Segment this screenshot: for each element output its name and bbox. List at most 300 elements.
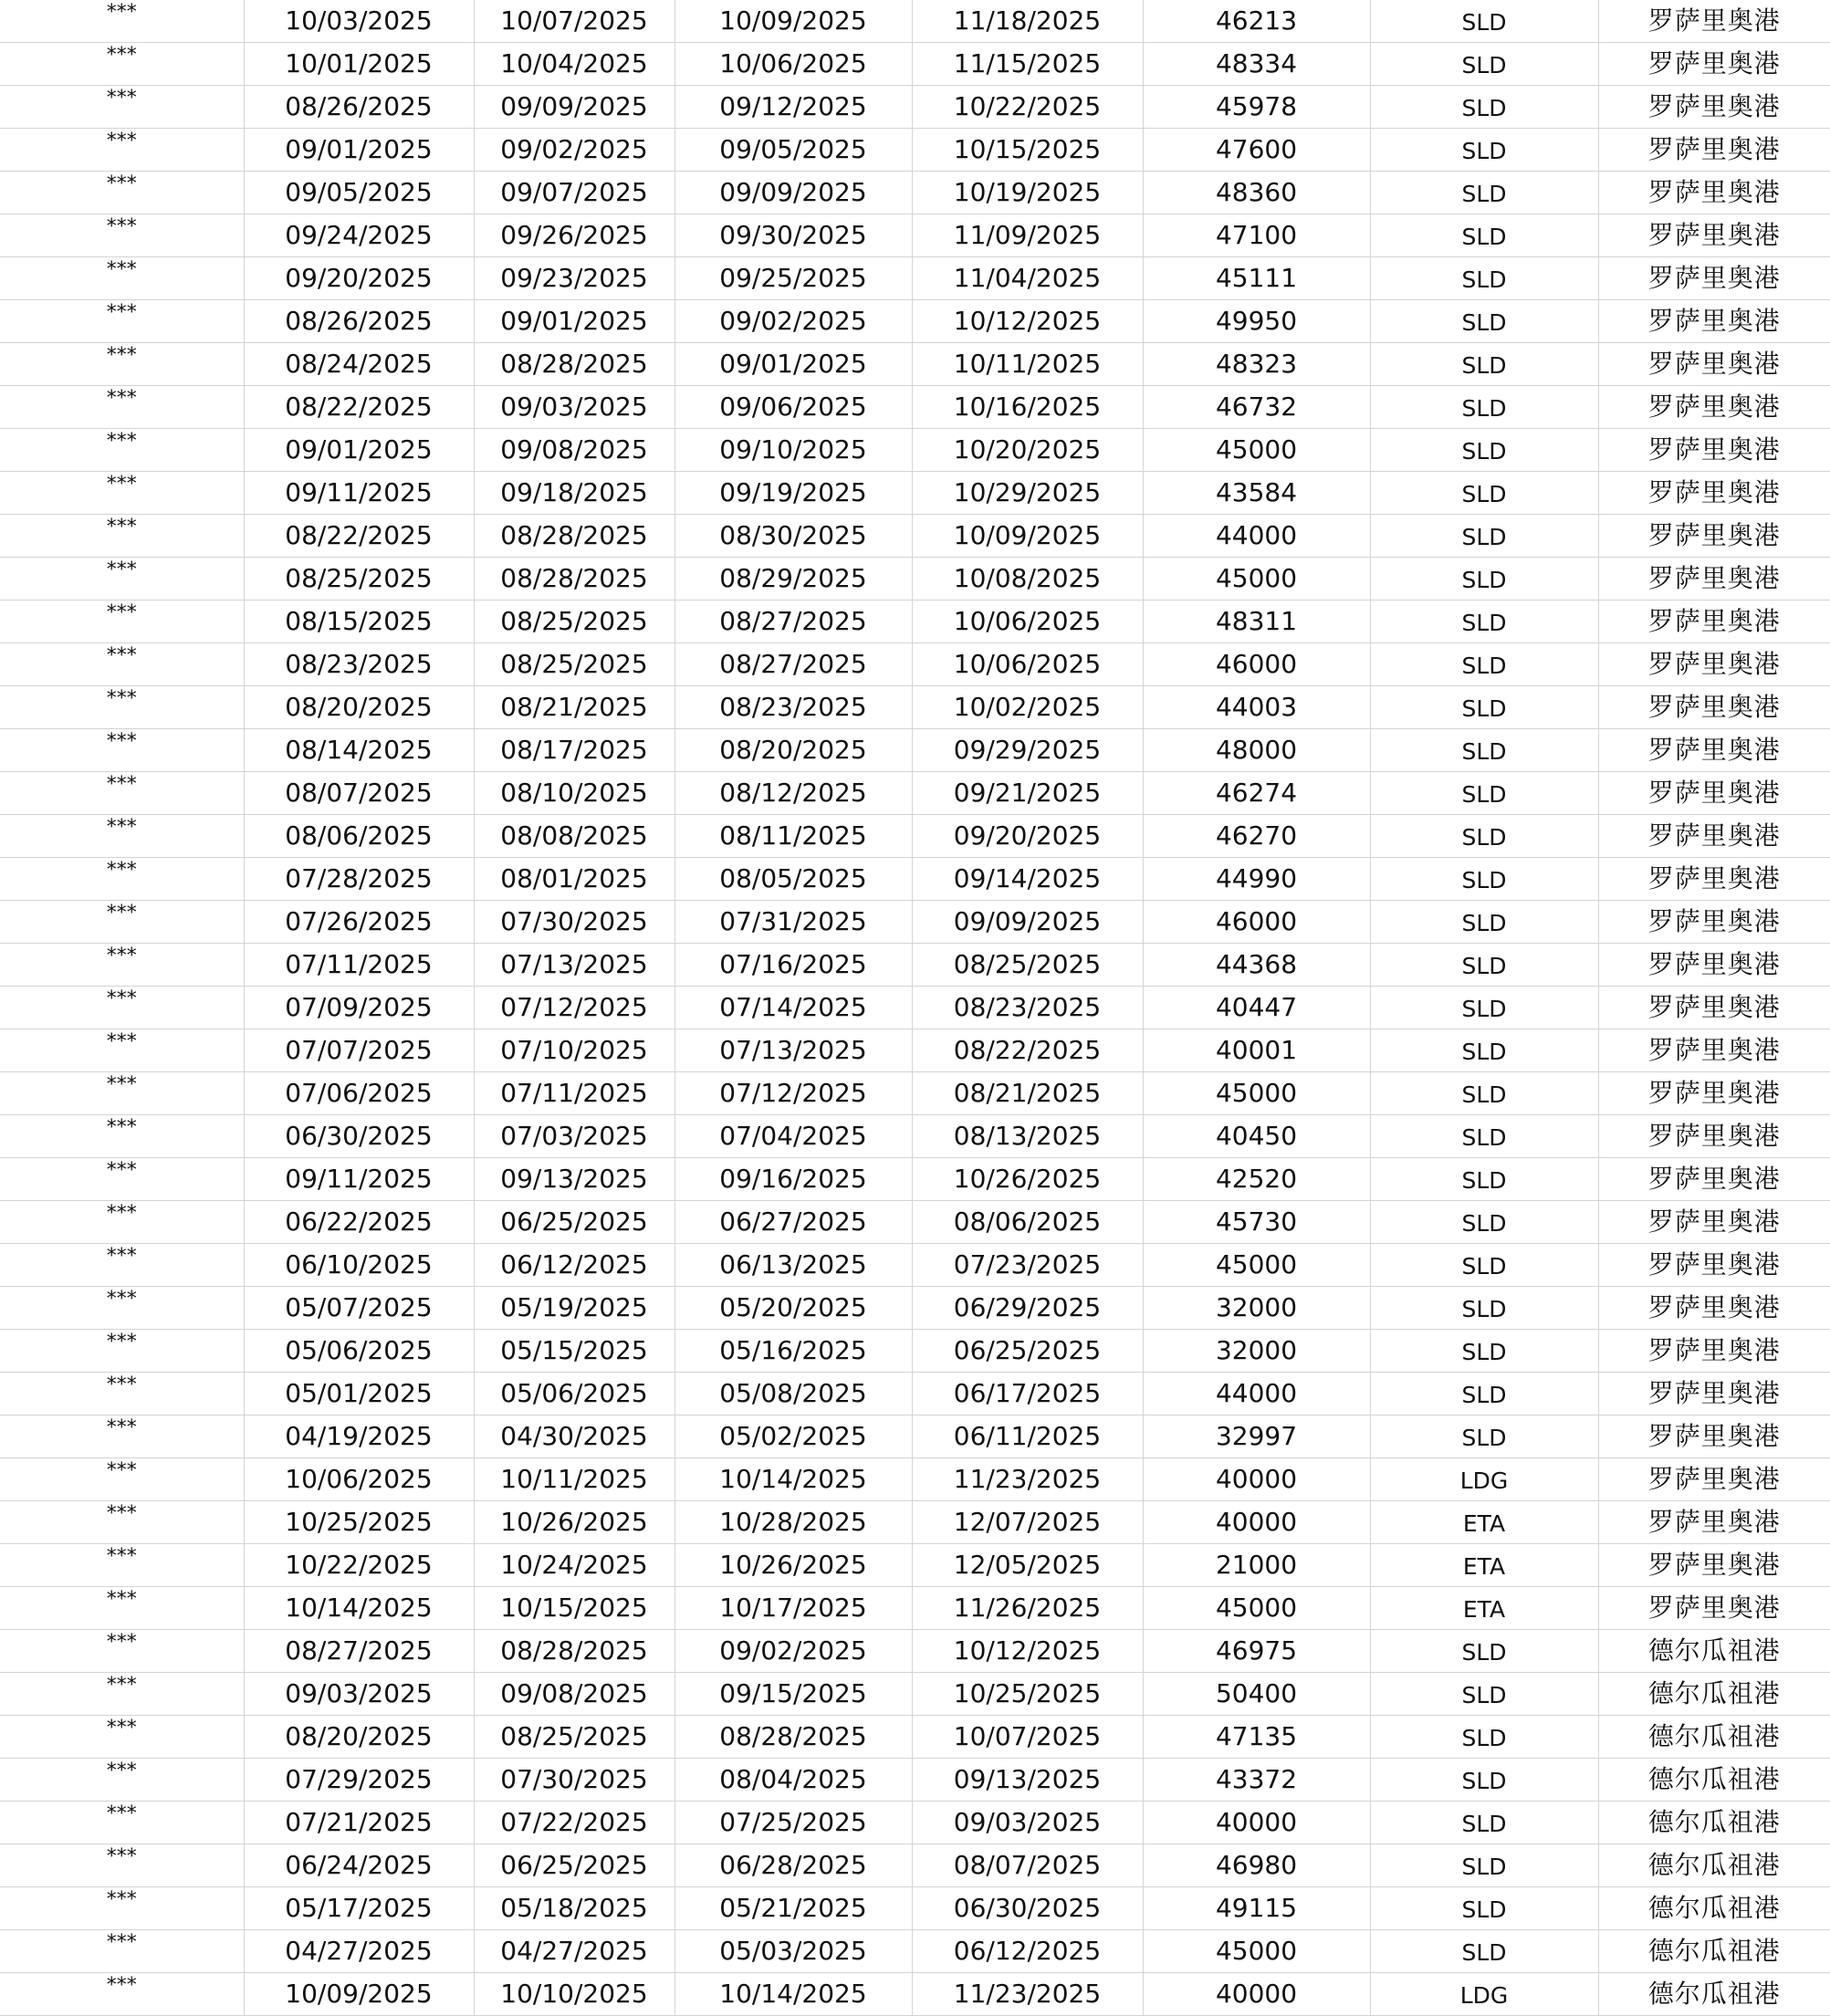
port-cell: 德尔瓜祖港 <box>1598 1630 1830 1673</box>
date-cell-1: 08/26/2025 <box>244 86 474 129</box>
port-cell: 罗萨里奥港 <box>1598 1330 1830 1373</box>
masked-id-cell: *** <box>0 1759 244 1802</box>
table-row <box>0 386 1830 429</box>
port-cell: 罗萨里奥港 <box>1598 1544 1830 1587</box>
date-cell-4: 06/29/2025 <box>912 1287 1143 1330</box>
date-cell-3: 09/12/2025 <box>674 86 912 129</box>
date-cell-4: 09/03/2025 <box>912 1802 1143 1844</box>
port-cell: 罗萨里奥港 <box>1598 772 1830 815</box>
masked-id-cell: *** <box>0 1630 244 1673</box>
port-cell: 德尔瓜祖港 <box>1598 1973 1830 2016</box>
table-row <box>0 1587 1830 1630</box>
masked-id-cell: *** <box>0 944 244 987</box>
table-row <box>0 1544 1830 1587</box>
date-cell-2: 07/10/2025 <box>474 1029 674 1072</box>
date-cell-3: 07/31/2025 <box>674 901 912 944</box>
masked-id-cell: *** <box>0 257 244 300</box>
date-cell-2: 07/03/2025 <box>474 1115 674 1158</box>
date-cell-3: 10/09/2025 <box>674 0 912 43</box>
quantity-cell: 44990 <box>1143 858 1370 901</box>
date-cell-3: 08/23/2025 <box>674 686 912 729</box>
port-cell: 罗萨里奥港 <box>1598 172 1830 214</box>
port-cell: 罗萨里奥港 <box>1598 1458 1830 1501</box>
date-cell-4: 10/02/2025 <box>912 686 1143 729</box>
masked-id-cell: *** <box>0 515 244 558</box>
date-cell-1: 04/27/2025 <box>244 1930 474 1973</box>
table-row <box>0 1673 1830 1716</box>
quantity-cell: 45000 <box>1143 1930 1370 1973</box>
date-cell-4: 09/14/2025 <box>912 858 1143 901</box>
date-cell-3: 09/19/2025 <box>674 472 912 515</box>
table-row <box>0 1373 1830 1415</box>
masked-id-cell: *** <box>0 129 244 172</box>
port-cell: 德尔瓜祖港 <box>1598 1759 1830 1802</box>
date-cell-2: 08/25/2025 <box>474 643 674 686</box>
quantity-cell: 44003 <box>1143 686 1370 729</box>
date-cell-1: 07/11/2025 <box>244 944 474 987</box>
date-cell-3: 10/14/2025 <box>674 1973 912 2016</box>
date-cell-4: 06/30/2025 <box>912 1887 1143 1930</box>
date-cell-1: 09/01/2025 <box>244 129 474 172</box>
quantity-cell: 40450 <box>1143 1115 1370 1158</box>
status-cell: SLD <box>1370 1158 1598 1201</box>
date-cell-3: 07/04/2025 <box>674 1115 912 1158</box>
date-cell-2: 10/24/2025 <box>474 1544 674 1587</box>
masked-id-cell: *** <box>0 815 244 858</box>
quantity-cell: 32000 <box>1143 1287 1370 1330</box>
date-cell-4: 10/09/2025 <box>912 515 1143 558</box>
port-cell: 罗萨里奥港 <box>1598 686 1830 729</box>
date-cell-1: 10/06/2025 <box>244 1458 474 1501</box>
port-cell: 罗萨里奥港 <box>1598 1201 1830 1244</box>
quantity-cell: 48334 <box>1143 43 1370 86</box>
masked-id-cell: *** <box>0 1501 244 1544</box>
port-cell: 罗萨里奥港 <box>1598 944 1830 987</box>
table-row <box>0 1973 1830 2016</box>
port-cell: 罗萨里奥港 <box>1598 429 1830 472</box>
masked-id-cell: *** <box>0 1287 244 1330</box>
date-cell-4: 11/23/2025 <box>912 1973 1143 2016</box>
masked-id-cell: *** <box>0 1201 244 1244</box>
date-cell-3: 08/04/2025 <box>674 1759 912 1802</box>
quantity-cell: 46213 <box>1143 0 1370 43</box>
status-cell: SLD <box>1370 343 1598 386</box>
date-cell-1: 10/01/2025 <box>244 43 474 86</box>
date-cell-4: 10/29/2025 <box>912 472 1143 515</box>
table-row <box>0 1716 1830 1759</box>
date-cell-3: 09/01/2025 <box>674 343 912 386</box>
table-row <box>0 1844 1830 1887</box>
port-cell: 罗萨里奥港 <box>1598 558 1830 601</box>
quantity-cell: 32000 <box>1143 1330 1370 1373</box>
date-cell-3: 09/09/2025 <box>674 172 912 214</box>
date-cell-1: 07/06/2025 <box>244 1072 474 1115</box>
date-cell-4: 08/23/2025 <box>912 987 1143 1029</box>
masked-id-cell: *** <box>0 1587 244 1630</box>
quantity-cell: 46270 <box>1143 815 1370 858</box>
masked-id-cell: *** <box>0 686 244 729</box>
masked-id-cell: *** <box>0 1244 244 1287</box>
port-cell: 德尔瓜祖港 <box>1598 1844 1830 1887</box>
masked-id-cell: *** <box>0 1930 244 1973</box>
date-cell-1: 05/01/2025 <box>244 1373 474 1415</box>
date-cell-3: 05/03/2025 <box>674 1930 912 1973</box>
status-cell: SLD <box>1370 429 1598 472</box>
table-row <box>0 1759 1830 1802</box>
port-cell: 罗萨里奥港 <box>1598 214 1830 257</box>
masked-id-cell: *** <box>0 987 244 1029</box>
table-row <box>0 86 1830 129</box>
port-cell: 罗萨里奥港 <box>1598 472 1830 515</box>
table-row <box>0 1630 1830 1673</box>
port-cell: 罗萨里奥港 <box>1598 1287 1830 1330</box>
port-cell: 罗萨里奥港 <box>1598 815 1830 858</box>
date-cell-4: 12/07/2025 <box>912 1501 1143 1544</box>
date-cell-2: 04/27/2025 <box>474 1930 674 1973</box>
date-cell-1: 08/06/2025 <box>244 815 474 858</box>
masked-id-cell: *** <box>0 214 244 257</box>
date-cell-2: 09/26/2025 <box>474 214 674 257</box>
date-cell-4: 09/20/2025 <box>912 815 1143 858</box>
date-cell-4: 10/26/2025 <box>912 1158 1143 1201</box>
quantity-cell: 40000 <box>1143 1973 1370 2016</box>
date-cell-4: 12/05/2025 <box>912 1544 1143 1587</box>
status-cell: SLD <box>1370 86 1598 129</box>
quantity-cell: 40000 <box>1143 1458 1370 1501</box>
status-cell: SLD <box>1370 1415 1598 1458</box>
table-row <box>0 1501 1830 1544</box>
date-cell-1: 08/25/2025 <box>244 558 474 601</box>
date-cell-2: 09/08/2025 <box>474 1673 674 1716</box>
date-cell-2: 09/08/2025 <box>474 429 674 472</box>
date-cell-3: 07/25/2025 <box>674 1802 912 1844</box>
masked-id-cell: *** <box>0 1373 244 1415</box>
date-cell-2: 09/18/2025 <box>474 472 674 515</box>
masked-id-cell: *** <box>0 343 244 386</box>
table-row <box>0 1029 1830 1072</box>
date-cell-2: 09/03/2025 <box>474 386 674 429</box>
date-cell-4: 09/09/2025 <box>912 901 1143 944</box>
date-cell-1: 08/15/2025 <box>244 601 474 643</box>
date-cell-1: 07/29/2025 <box>244 1759 474 1802</box>
status-cell: SLD <box>1370 1630 1598 1673</box>
date-cell-1: 08/20/2025 <box>244 1716 474 1759</box>
status-cell: SLD <box>1370 858 1598 901</box>
date-cell-2: 08/25/2025 <box>474 1716 674 1759</box>
table-row <box>0 1415 1830 1458</box>
date-cell-2: 08/10/2025 <box>474 772 674 815</box>
masked-id-cell: *** <box>0 772 244 815</box>
date-cell-2: 07/22/2025 <box>474 1802 674 1844</box>
date-cell-2: 07/11/2025 <box>474 1072 674 1115</box>
status-cell: SLD <box>1370 257 1598 300</box>
date-cell-3: 09/30/2025 <box>674 214 912 257</box>
masked-id-cell: *** <box>0 901 244 944</box>
date-cell-4: 10/20/2025 <box>912 429 1143 472</box>
status-cell: SLD <box>1370 1759 1598 1802</box>
date-cell-4: 10/08/2025 <box>912 558 1143 601</box>
masked-id-cell: *** <box>0 1158 244 1201</box>
date-cell-1: 09/20/2025 <box>244 257 474 300</box>
masked-id-cell: *** <box>0 1887 244 1930</box>
date-cell-2: 08/08/2025 <box>474 815 674 858</box>
table-row <box>0 1287 1830 1330</box>
port-cell: 德尔瓜祖港 <box>1598 1673 1830 1716</box>
table-row <box>0 729 1830 772</box>
date-cell-2: 05/06/2025 <box>474 1373 674 1415</box>
quantity-cell: 50400 <box>1143 1673 1370 1716</box>
port-cell: 罗萨里奥港 <box>1598 343 1830 386</box>
date-cell-3: 07/16/2025 <box>674 944 912 987</box>
date-cell-3: 08/11/2025 <box>674 815 912 858</box>
status-cell: SLD <box>1370 643 1598 686</box>
quantity-cell: 49115 <box>1143 1887 1370 1930</box>
status-cell: SLD <box>1370 1716 1598 1759</box>
date-cell-2: 10/07/2025 <box>474 0 674 43</box>
port-cell: 德尔瓜祖港 <box>1598 1887 1830 1930</box>
date-cell-4: 10/11/2025 <box>912 343 1143 386</box>
date-cell-3: 06/27/2025 <box>674 1201 912 1244</box>
date-cell-2: 08/28/2025 <box>474 1630 674 1673</box>
quantity-cell: 44000 <box>1143 1373 1370 1415</box>
masked-id-cell: *** <box>0 1844 244 1887</box>
date-cell-4: 11/23/2025 <box>912 1458 1143 1501</box>
port-cell: 德尔瓜祖港 <box>1598 1930 1830 1973</box>
table-row <box>0 429 1830 472</box>
quantity-cell: 32997 <box>1143 1415 1370 1458</box>
date-cell-3: 08/20/2025 <box>674 729 912 772</box>
masked-id-cell: *** <box>0 472 244 515</box>
date-cell-4: 10/22/2025 <box>912 86 1143 129</box>
date-cell-4: 08/13/2025 <box>912 1115 1143 1158</box>
table-row <box>0 129 1830 172</box>
date-cell-4: 06/12/2025 <box>912 1930 1143 1973</box>
date-cell-1: 05/07/2025 <box>244 1287 474 1330</box>
date-cell-2: 09/07/2025 <box>474 172 674 214</box>
status-cell: SLD <box>1370 1072 1598 1115</box>
table-row <box>0 0 1830 43</box>
date-cell-4: 09/13/2025 <box>912 1759 1143 1802</box>
quantity-cell: 45111 <box>1143 257 1370 300</box>
date-cell-4: 10/16/2025 <box>912 386 1143 429</box>
quantity-cell: 48311 <box>1143 601 1370 643</box>
date-cell-2: 06/25/2025 <box>474 1844 674 1887</box>
date-cell-3: 09/06/2025 <box>674 386 912 429</box>
masked-id-cell: *** <box>0 1072 244 1115</box>
masked-id-cell: *** <box>0 1973 244 2016</box>
date-cell-4: 11/04/2025 <box>912 257 1143 300</box>
date-cell-1: 08/07/2025 <box>244 772 474 815</box>
status-cell: SLD <box>1370 1930 1598 1973</box>
port-cell: 罗萨里奥港 <box>1598 987 1830 1029</box>
date-cell-4: 09/29/2025 <box>912 729 1143 772</box>
masked-id-cell: *** <box>0 1330 244 1373</box>
date-cell-3: 10/06/2025 <box>674 43 912 86</box>
table-row <box>0 1802 1830 1844</box>
table-row <box>0 1201 1830 1244</box>
table-row <box>0 1330 1830 1373</box>
quantity-cell: 46000 <box>1143 643 1370 686</box>
date-cell-4: 06/11/2025 <box>912 1415 1143 1458</box>
date-cell-1: 08/26/2025 <box>244 300 474 343</box>
date-cell-2: 06/25/2025 <box>474 1201 674 1244</box>
quantity-cell: 42520 <box>1143 1158 1370 1201</box>
date-cell-2: 09/09/2025 <box>474 86 674 129</box>
date-cell-1: 10/22/2025 <box>244 1544 474 1587</box>
port-cell: 罗萨里奥港 <box>1598 729 1830 772</box>
masked-id-cell: *** <box>0 1115 244 1158</box>
date-cell-3: 06/28/2025 <box>674 1844 912 1887</box>
date-cell-1: 05/06/2025 <box>244 1330 474 1373</box>
date-cell-3: 10/26/2025 <box>674 1544 912 1587</box>
date-cell-4: 11/18/2025 <box>912 0 1143 43</box>
status-cell: SLD <box>1370 1330 1598 1373</box>
status-cell: SLD <box>1370 1287 1598 1330</box>
date-cell-3: 07/13/2025 <box>674 1029 912 1072</box>
quantity-cell: 40001 <box>1143 1029 1370 1072</box>
date-cell-1: 07/21/2025 <box>244 1802 474 1844</box>
status-cell: SLD <box>1370 1844 1598 1887</box>
date-cell-3: 08/12/2025 <box>674 772 912 815</box>
date-cell-3: 05/21/2025 <box>674 1887 912 1930</box>
date-cell-2: 06/12/2025 <box>474 1244 674 1287</box>
date-cell-4: 08/22/2025 <box>912 1029 1143 1072</box>
date-cell-3: 09/02/2025 <box>674 1630 912 1673</box>
date-cell-2: 08/28/2025 <box>474 515 674 558</box>
masked-id-cell: *** <box>0 601 244 643</box>
date-cell-3: 05/16/2025 <box>674 1330 912 1373</box>
masked-id-cell: *** <box>0 729 244 772</box>
date-cell-1: 05/17/2025 <box>244 1887 474 1930</box>
masked-id-cell: *** <box>0 1673 244 1716</box>
date-cell-3: 06/13/2025 <box>674 1244 912 1287</box>
masked-id-cell: *** <box>0 1544 244 1587</box>
table-row <box>0 944 1830 987</box>
date-cell-1: 09/03/2025 <box>244 1673 474 1716</box>
date-cell-1: 07/26/2025 <box>244 901 474 944</box>
date-cell-1: 07/09/2025 <box>244 987 474 1029</box>
quantity-cell: 40447 <box>1143 987 1370 1029</box>
masked-id-cell: *** <box>0 429 244 472</box>
date-cell-2: 09/23/2025 <box>474 257 674 300</box>
date-cell-2: 10/10/2025 <box>474 1973 674 2016</box>
date-cell-1: 10/09/2025 <box>244 1973 474 2016</box>
port-cell: 罗萨里奥港 <box>1598 601 1830 643</box>
date-cell-1: 09/24/2025 <box>244 214 474 257</box>
date-cell-4: 10/07/2025 <box>912 1716 1143 1759</box>
date-cell-4: 08/06/2025 <box>912 1201 1143 1244</box>
date-cell-1: 06/30/2025 <box>244 1115 474 1158</box>
table-row <box>0 1072 1830 1115</box>
date-cell-2: 08/28/2025 <box>474 558 674 601</box>
table-row <box>0 987 1830 1029</box>
port-cell: 罗萨里奥港 <box>1598 1244 1830 1287</box>
date-cell-4: 10/12/2025 <box>912 300 1143 343</box>
quantity-cell: 43372 <box>1143 1759 1370 1802</box>
table-row <box>0 300 1830 343</box>
date-cell-3: 09/02/2025 <box>674 300 912 343</box>
table-row <box>0 1458 1830 1501</box>
port-cell: 罗萨里奥港 <box>1598 1373 1830 1415</box>
status-cell: SLD <box>1370 1887 1598 1930</box>
masked-id-cell: *** <box>0 1415 244 1458</box>
port-cell: 罗萨里奥港 <box>1598 257 1830 300</box>
masked-id-cell: *** <box>0 1716 244 1759</box>
status-cell: SLD <box>1370 172 1598 214</box>
date-cell-3: 09/05/2025 <box>674 129 912 172</box>
status-cell: SLD <box>1370 0 1598 43</box>
quantity-cell: 46980 <box>1143 1844 1370 1887</box>
date-cell-1: 10/03/2025 <box>244 0 474 43</box>
table-row <box>0 1244 1830 1287</box>
date-cell-1: 06/22/2025 <box>244 1201 474 1244</box>
table-row <box>0 601 1830 643</box>
table-row <box>0 643 1830 686</box>
date-cell-4: 10/15/2025 <box>912 129 1143 172</box>
date-cell-3: 08/30/2025 <box>674 515 912 558</box>
date-cell-3: 08/27/2025 <box>674 601 912 643</box>
date-cell-3: 09/25/2025 <box>674 257 912 300</box>
date-cell-4: 08/25/2025 <box>912 944 1143 987</box>
masked-id-cell: *** <box>0 1802 244 1844</box>
date-cell-2: 07/30/2025 <box>474 901 674 944</box>
status-cell: SLD <box>1370 515 1598 558</box>
status-cell: LDG <box>1370 1973 1598 2016</box>
date-cell-4: 08/07/2025 <box>912 1844 1143 1887</box>
port-cell: 罗萨里奥港 <box>1598 43 1830 86</box>
port-cell: 罗萨里奥港 <box>1598 858 1830 901</box>
table-row <box>0 43 1830 86</box>
masked-id-cell: *** <box>0 1029 244 1072</box>
date-cell-2: 10/15/2025 <box>474 1587 674 1630</box>
date-cell-3: 08/27/2025 <box>674 643 912 686</box>
date-cell-3: 09/10/2025 <box>674 429 912 472</box>
status-cell: SLD <box>1370 1673 1598 1716</box>
date-cell-2: 10/26/2025 <box>474 1501 674 1544</box>
status-cell: ETA <box>1370 1587 1598 1630</box>
date-cell-4: 11/09/2025 <box>912 214 1143 257</box>
quantity-cell: 47135 <box>1143 1716 1370 1759</box>
date-cell-2: 07/12/2025 <box>474 987 674 1029</box>
port-cell: 罗萨里奥港 <box>1598 901 1830 944</box>
date-cell-3: 10/14/2025 <box>674 1458 912 1501</box>
quantity-cell: 46975 <box>1143 1630 1370 1673</box>
masked-id-cell: *** <box>0 172 244 214</box>
status-cell: SLD <box>1370 214 1598 257</box>
quantity-cell: 48323 <box>1143 343 1370 386</box>
date-cell-3: 08/29/2025 <box>674 558 912 601</box>
status-cell: SLD <box>1370 987 1598 1029</box>
date-cell-4: 06/25/2025 <box>912 1330 1143 1373</box>
masked-id-cell: *** <box>0 86 244 129</box>
date-cell-4: 06/17/2025 <box>912 1373 1143 1415</box>
quantity-cell: 46732 <box>1143 386 1370 429</box>
date-cell-3: 10/28/2025 <box>674 1501 912 1544</box>
date-cell-1: 04/19/2025 <box>244 1415 474 1458</box>
port-cell: 罗萨里奥港 <box>1598 1587 1830 1630</box>
port-cell: 罗萨里奥港 <box>1598 1072 1830 1115</box>
masked-id-cell: *** <box>0 858 244 901</box>
status-cell: SLD <box>1370 1802 1598 1844</box>
masked-id-cell: *** <box>0 643 244 686</box>
date-cell-3: 05/20/2025 <box>674 1287 912 1330</box>
table-row <box>0 772 1830 815</box>
status-cell: SLD <box>1370 386 1598 429</box>
date-cell-4: 09/21/2025 <box>912 772 1143 815</box>
date-cell-2: 08/28/2025 <box>474 343 674 386</box>
date-cell-2: 10/04/2025 <box>474 43 674 86</box>
date-cell-3: 07/14/2025 <box>674 987 912 1029</box>
